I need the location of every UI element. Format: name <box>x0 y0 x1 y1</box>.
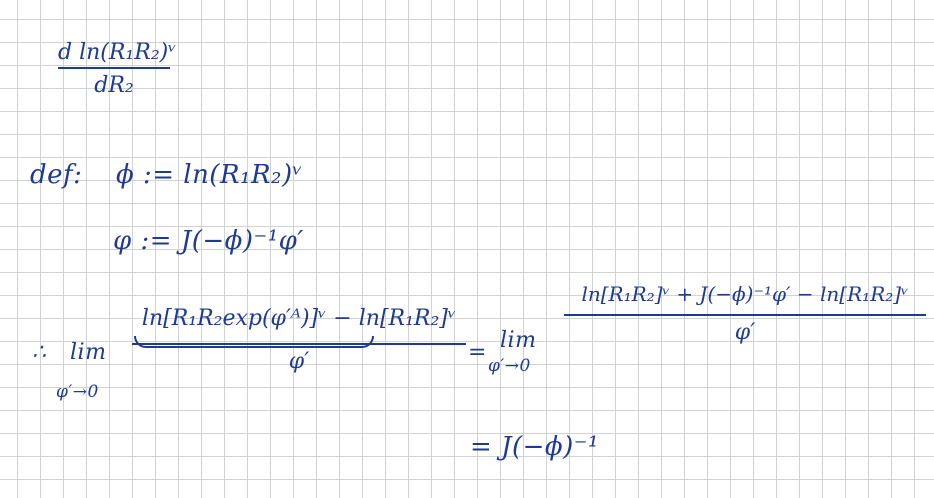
derivative-fraction-bar <box>58 67 170 69</box>
limit-2-subscript: φ′→0 <box>488 356 531 376</box>
limit-2: lim <box>500 328 537 353</box>
definition-varphi: φ := J(−ϕ)⁻¹φ′ <box>113 226 304 256</box>
derivative-fraction <box>58 40 177 98</box>
derivative-denominator: dR₂ <box>94 73 134 98</box>
result-line: = J(−ϕ)⁻¹ <box>470 432 599 462</box>
limit-fraction-1-denominator: φ′ <box>288 349 310 374</box>
definition-prefix: def: <box>30 160 83 190</box>
limit-fraction-2-numerator: ln[R₁R₂]ᵛ + J(−ϕ)⁻¹φ′ − ln[R₁R₂]ᵛ <box>581 282 909 306</box>
definition-phi: ϕ := ln(R₁R₂)ᵛ <box>115 160 303 190</box>
definition-phi-line <box>30 160 303 190</box>
equals-sign: = <box>468 340 487 365</box>
definition-varphi-line <box>113 226 304 256</box>
limit-fraction-2-denominator: φ′ <box>734 320 756 345</box>
underbrace <box>134 336 374 348</box>
limit-fraction-2-bar <box>564 314 926 316</box>
derivative-numerator: d ln(R₁R₂)ᵛ <box>58 40 177 65</box>
limit-fraction-2 <box>564 282 926 345</box>
limit-1-subscript: φ′→0 <box>56 382 99 402</box>
therefore-symbol: ∴ <box>32 340 47 365</box>
limit-1: lim <box>70 340 107 365</box>
limit-fraction-1-numerator: ln[R₁R₂exp(φ′ᴬ)]ᵛ − ln[R₁R₂]ᵛ <box>141 306 457 331</box>
